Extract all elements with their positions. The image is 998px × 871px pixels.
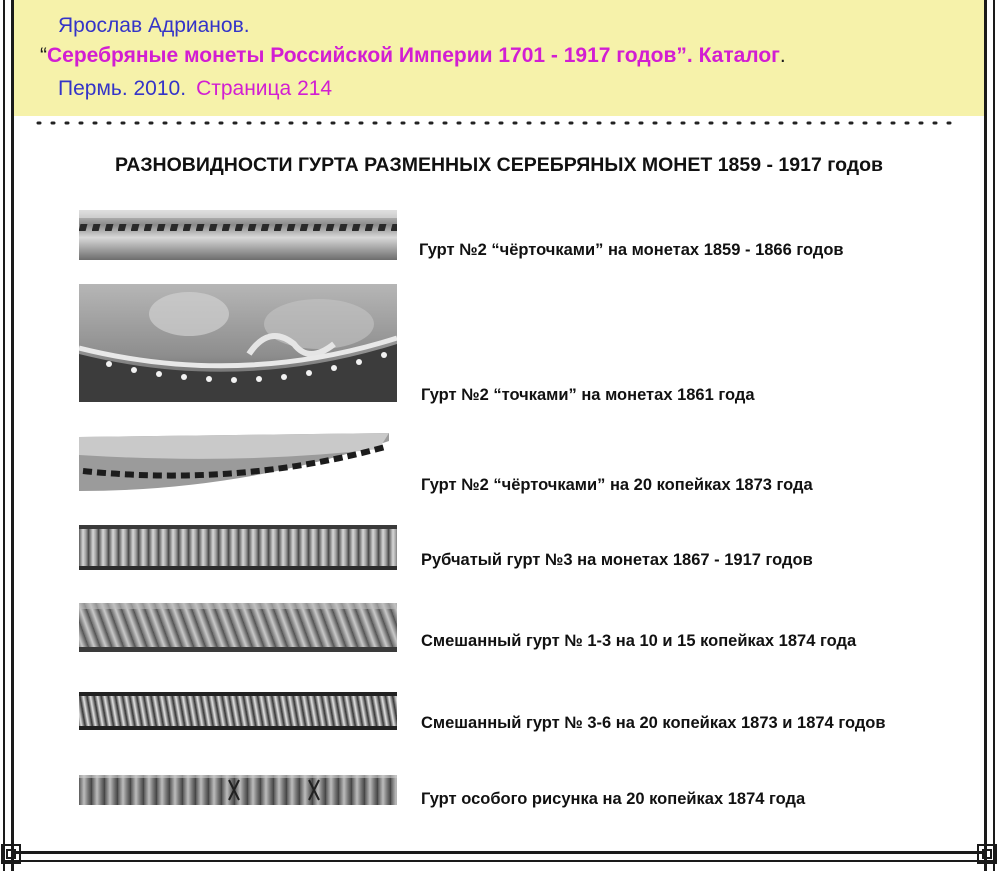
corner-ornament-left	[0, 843, 22, 865]
place-year: Пермь. 2010.	[58, 77, 187, 100]
frame-left-outer	[3, 0, 5, 871]
book-title: Серебряные монеты Российской Империи 1701 - 1917 годов”. Каталог	[47, 44, 780, 67]
edge-photo-3	[79, 431, 389, 491]
edge-caption-5: Смешанный гурт № 1-3 на 10 и 15 копейках 1874 года	[421, 632, 857, 650]
edge-caption-1: Гурт №2 “чёрточками” на монетах 1859 - 1866 годов	[419, 241, 844, 259]
edge-photo-5	[79, 603, 397, 652]
edge-photo-6	[79, 692, 397, 730]
edge-caption-4: Рубчатый гурт №3 на монетах 1867 - 1917 годов	[421, 551, 813, 569]
frame-bottom-inner	[11, 851, 987, 854]
corner-ornament-right	[976, 843, 998, 865]
edge-caption-2: Гурт №2 “точками” на монетах 1861 года	[421, 386, 755, 404]
section-title: РАЗНОВИДНОСТИ ГУРТА РАЗМЕННЫХ СЕРЕБРЯНЫХ МОНЕТ 1859 - 1917 годов	[114, 154, 884, 176]
edge-caption-7: Гурт особого рисунка на 20 копейках 1874 года	[421, 790, 806, 808]
edge-photo-7	[79, 775, 397, 805]
edge-photo-4	[79, 525, 397, 570]
edge-photo-1	[79, 210, 397, 260]
frame-bottom-outer	[3, 860, 995, 862]
frame-left-inner	[11, 0, 14, 871]
dotted-divider	[36, 118, 958, 128]
title-period: .	[779, 44, 786, 67]
edge-caption-3: Гурт №2 “чёрточками” на 20 копейках 1873 года	[421, 476, 813, 494]
open-quote: “	[40, 44, 47, 67]
frame-right-inner	[984, 0, 987, 871]
edge-photo-2	[79, 284, 397, 402]
frame-right-outer	[993, 0, 995, 871]
edge-caption-6: Смешанный гурт № 3-6 на 20 копейках 1873 и 1874 годов	[421, 714, 886, 732]
book-title-line	[40, 44, 786, 68]
place-year-line	[58, 77, 332, 101]
author-name: Ярослав Адрианов.	[58, 14, 250, 37]
page-label: Страница 214	[196, 77, 333, 100]
